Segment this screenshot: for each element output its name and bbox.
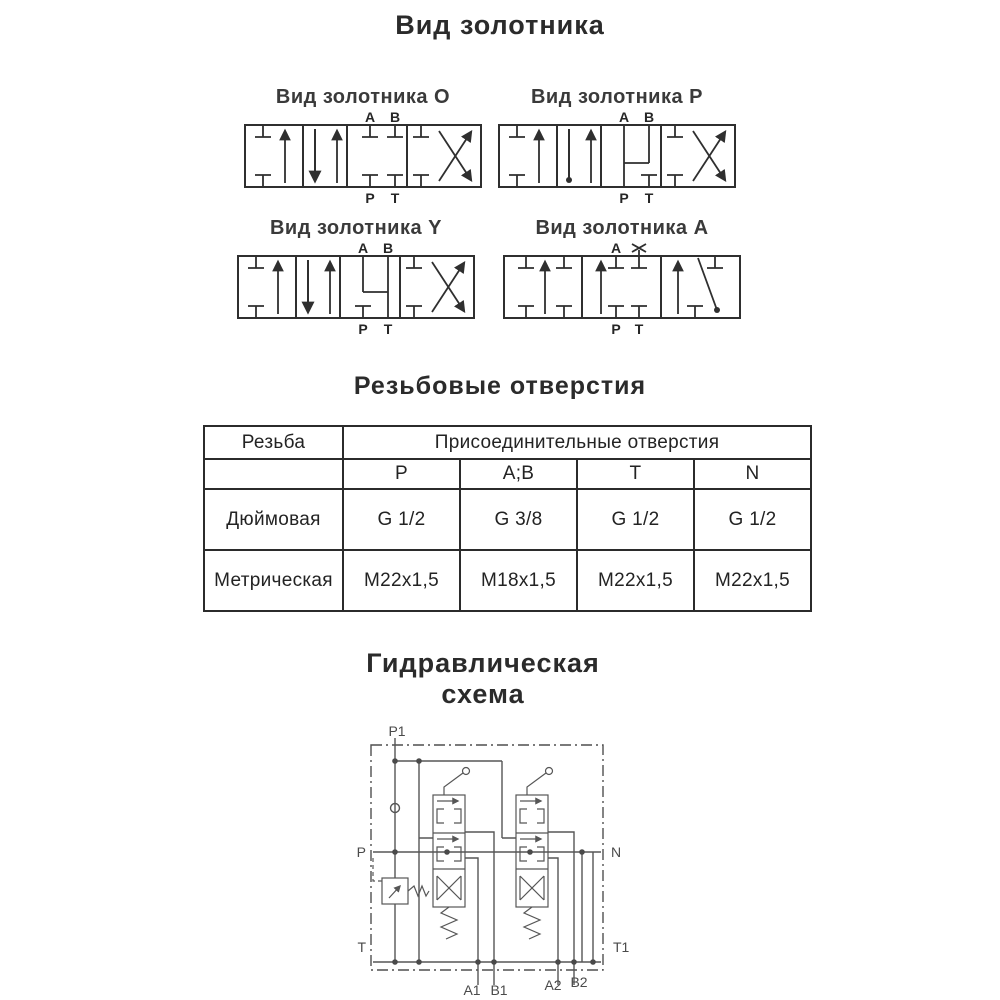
port-label-b: B — [389, 111, 401, 125]
port-label-a: A — [618, 111, 630, 125]
spool-block-o — [243, 86, 483, 207]
spool-diagram-y — [236, 242, 476, 338]
spool-o-subtitle: Вид золотника O — [275, 86, 451, 108]
port-label-a1: A1 — [463, 982, 481, 998]
cell: G 1/2 — [694, 489, 811, 550]
port-label-t: T — [644, 190, 654, 206]
spool-block-y — [236, 217, 476, 338]
valve-symbol — [245, 125, 481, 187]
valve-symbol — [238, 256, 474, 318]
table-header-group: Присоединительные отверстия — [343, 426, 811, 459]
threads-table — [203, 425, 812, 612]
spool-diagram-p — [497, 111, 737, 207]
lever-icon — [527, 773, 546, 795]
enclosure-boundary — [371, 745, 603, 970]
table-row — [204, 489, 811, 550]
table-header-port-ab: A;B — [460, 459, 577, 489]
spool-diagram-a — [502, 242, 742, 338]
spool-diagram-o — [243, 111, 483, 207]
table-header-empty — [204, 459, 343, 489]
table-header-thread: Резьба — [204, 426, 343, 459]
port-label-a2: A2 — [544, 977, 562, 993]
gallery-lines — [373, 738, 601, 985]
table-row — [204, 550, 811, 611]
table-header-port-p: P — [343, 459, 460, 489]
relief-valve-icon — [373, 856, 429, 904]
valve-symbol — [504, 256, 740, 318]
spring-icon — [441, 907, 457, 939]
port-label-n: N — [611, 844, 622, 860]
port-label-a: A — [357, 242, 369, 256]
valve-symbol — [499, 125, 735, 187]
port-label-t: T — [357, 939, 366, 955]
cell: M22x1,5 — [343, 550, 460, 611]
check-block-icon — [520, 876, 544, 900]
port-label-p1: P1 — [388, 723, 406, 739]
spool-block-p — [497, 86, 737, 207]
port-label-b: B — [382, 242, 394, 256]
schematic-title-line1: Гидравлическая — [366, 648, 600, 678]
hydraulic-schematic — [340, 710, 670, 1000]
schematic-title-line2: схема — [441, 679, 525, 709]
port-label-t: T — [383, 321, 393, 337]
port-label-p: P — [356, 844, 366, 860]
port-label-t1: T1 — [613, 939, 630, 955]
port-label-t: T — [390, 190, 400, 206]
threads-section-title: Резьбовые отверстия — [353, 372, 647, 400]
schematic-section-title — [283, 648, 683, 710]
port-label-b2: B2 — [570, 974, 588, 990]
spool-block-a — [502, 217, 742, 338]
cell: G 1/2 — [343, 489, 460, 550]
cell: M18x1,5 — [460, 550, 577, 611]
port-label-p: P — [611, 321, 621, 337]
port-label-b: B — [643, 111, 655, 125]
spool-y-subtitle: Вид золотника Y — [269, 217, 442, 239]
port-label-a: A — [610, 242, 622, 256]
cell: G 3/8 — [460, 489, 577, 550]
spool-a-subtitle: Вид золотника A — [535, 217, 709, 239]
port-label-p: P — [358, 321, 368, 337]
row-name: Метрическая — [204, 550, 343, 611]
page-title: Вид золотника — [395, 10, 605, 40]
plugged-port-icon — [632, 244, 646, 256]
row-name: Дюймовая — [204, 489, 343, 550]
spring-icon — [524, 907, 540, 939]
port-label-a: A — [364, 111, 376, 125]
valve-section-1 — [433, 768, 470, 940]
port-label-t: T — [634, 321, 644, 337]
lever-icon — [444, 773, 463, 795]
cell: M22x1,5 — [694, 550, 811, 611]
port-label-p: P — [365, 190, 375, 206]
table-header-port-t: T — [577, 459, 694, 489]
cell: M22x1,5 — [577, 550, 694, 611]
spool-p-subtitle: Вид золотника P — [530, 86, 703, 108]
port-label-p: P — [619, 190, 629, 206]
cell: G 1/2 — [577, 489, 694, 550]
port-label-b1: B1 — [490, 982, 508, 998]
check-block-icon — [437, 876, 461, 900]
table-header-port-n: N — [694, 459, 811, 489]
valve-section-2 — [516, 768, 553, 940]
